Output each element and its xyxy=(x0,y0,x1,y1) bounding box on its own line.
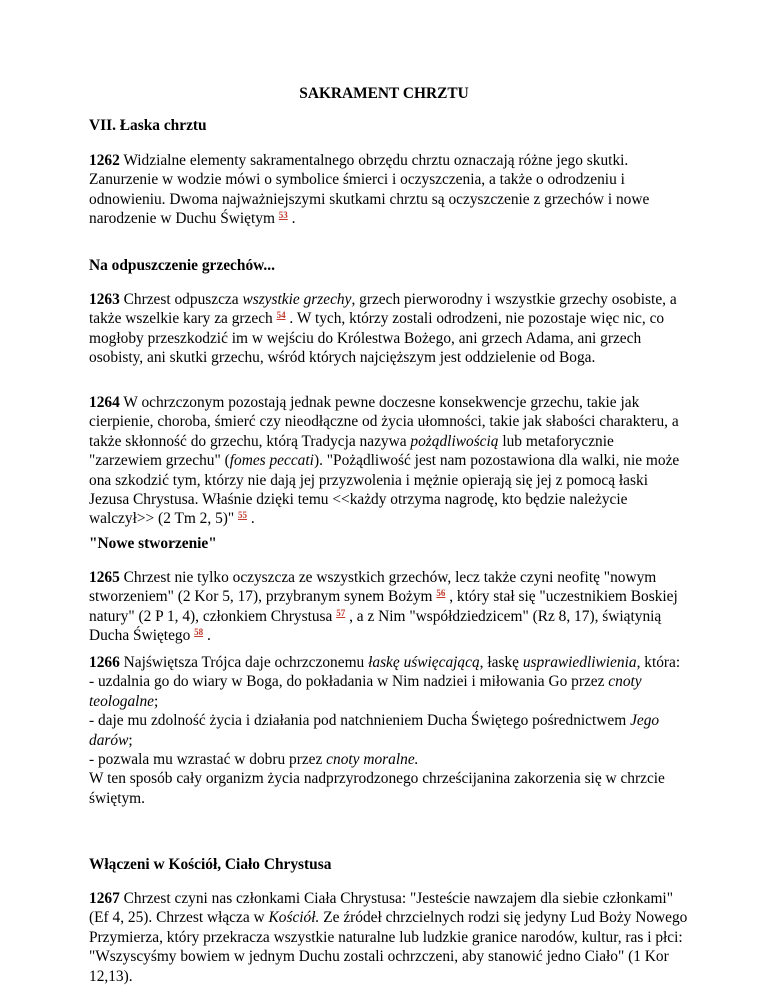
list-item-moral-virtues xyxy=(89,750,689,769)
emphasis-text: Jego darów xyxy=(89,712,660,749)
paragraph-number: 1267 xyxy=(89,890,120,907)
emphasis-text: łaskę uświęcającą xyxy=(368,654,480,671)
paragraph-1264 xyxy=(89,393,689,529)
emphasis-text: usprawiedliwienia xyxy=(522,654,637,671)
paragraph-1262 xyxy=(89,151,689,229)
paragraph-number: 1262 xyxy=(89,152,120,169)
paragraph-1265 xyxy=(89,568,689,646)
emphasis-text: pożądliwością xyxy=(410,432,499,450)
paragraph-text: Chrzest czyni nas członkami Ciała Chrystusa: "Jesteście nawzajem dla siebie członkami" (Ef 4, 25). Chrzest włącza w xyxy=(89,890,673,927)
paragraph-1266 xyxy=(89,653,689,808)
paragraph-text: , a z Nim "współdziedzicem" (Rz 8, 17), świątynią Ducha Świętego xyxy=(89,607,662,645)
paragraph-text: Widzialne elementy sakramentalnego obrzędu chrztu oznaczają różne jego skutki. Zanurzenie w wodzie mówi o symbolice śmierci i oczyszczenia, a także o odrodzeniu i odnowieniu. Dwoma najważniejszymi skutkami chrztu są oczyszczenie z grzechów i nowe narodzenie w Duchu Świętym xyxy=(89,152,650,228)
paragraph-number: 1266 xyxy=(89,654,120,671)
list-item-theological-virtues xyxy=(89,672,689,711)
paragraph-text: . xyxy=(203,627,211,645)
paragraph-text: Chrzest nie tylko oczyszcza ze wszystkich grzechów, lecz także czyni neofitę "nowym stworzeniem" (2 Kor 5, 17), przybranym synem Bożym xyxy=(89,569,657,606)
paragraph-text: lub metaforycznie "zarzewiem grzechu" ( xyxy=(89,432,614,470)
list-item-gifts xyxy=(89,711,689,750)
footnote-link-54[interactable]: 54 xyxy=(276,310,286,321)
list-item-text: ; xyxy=(128,731,133,749)
paragraph-text: , który stał się "uczestnikiem Boskiej natury" (2 P 1, 4), członkiem Chrystusa xyxy=(89,588,678,625)
paragraph-text: Ze źródeł chrzcielnych rodzi się jedyny Lud Boży Nowego Przymierza, który przekracza wszystkie naturalne lub ludzkie granice narodów, kultur, ras i płci: "Wszyscyśmy bowiem w jednym Duchu zostali ochrzczeni, aby stanowić jedno Ciało" (1 Kor 12,13). xyxy=(89,909,688,985)
footnote-link-57[interactable]: 57 xyxy=(336,607,346,618)
heading-odpuszczenie: Na odpuszczenie grzechów... xyxy=(89,257,275,274)
list-item-text: - uzdalnia go do wiary w Boga, do pokładania w Nim nadziei i miłowania Go przez xyxy=(89,673,609,691)
emphasis-text: wszystkie grzechy xyxy=(242,291,352,308)
paragraph-1266-conclusion: W ten sposób cały organizm życia nadprzyrodzonego chrześcijanina zakorzenia się w chrzcie świętym. xyxy=(89,770,665,807)
paragraph-number: 1264 xyxy=(89,394,120,411)
list-item-text: - daje mu zdolność życia i działania pod natchnieniem Ducha Świętego pośrednictwem xyxy=(89,712,631,730)
paragraph-text: , grzech pierworodny i wszystkie grzechy osobiste, a także wszelkie kary za grzech xyxy=(89,291,677,328)
paragraph-text: , łaskę xyxy=(479,654,523,671)
paragraph-1266-intro xyxy=(89,653,689,672)
emphasis-text: fomes peccati xyxy=(229,452,314,470)
paragraph-text: . W tych, którzy zostali odrodzeni, nie pozostaje więc nic, co mogłoby przeszkodzić im w wejściu do Królestwa Bożego, ani grzech Adama, ani grzech osobisty, ani skutki grzechu, wśród których najcięższym jest oddzielenie od Boga. xyxy=(89,310,665,367)
paragraph-1267 xyxy=(89,889,689,986)
paragraph-text: Chrzest odpuszcza xyxy=(119,291,243,308)
emphasis-text: cnoty teologalne xyxy=(89,673,642,710)
footnote-link-56[interactable]: 56 xyxy=(436,588,446,599)
emphasis-text: cnoty moralne. xyxy=(326,751,419,769)
paragraph-text: W ochrzczonym pozostają jednak pewne doczesne konsekwencje grzechu, takie jak cierpienie, choroba, śmierć czy nieodłączne od życia ułomności, takie jak słabości charakteru, a także skłonność do grzechu, którą Tradycja nazywa xyxy=(89,394,679,450)
footnote-link-55[interactable]: 55 xyxy=(238,510,248,521)
paragraph-text: . xyxy=(287,210,296,228)
paragraph-number: 1263 xyxy=(89,291,120,308)
footnote-link-53[interactable]: 53 xyxy=(278,210,288,221)
list-item-text: ; xyxy=(153,692,159,710)
document-title: SAKRAMENT CHRZTU xyxy=(299,85,469,102)
heading-nowe-stworzenie: "Nowe stworzenie" xyxy=(89,535,217,552)
paragraph-text: ). "Pożądliwość jest nam pozostawiona dla walki, nie może ona szkodzić tym, którzy nie dają jej przyzwolenia i mężnie opierają się jej z pomocą łaski Jezusa Chrystusa. Właśnie dzięki temu <<każdy otrzyma nagrodę, kto będzie należycie walczył>> (2 Tm 2, 5)" xyxy=(89,452,680,528)
paragraph-1263 xyxy=(89,290,689,368)
paragraph-text: , która: xyxy=(636,654,681,671)
paragraph-number: 1265 xyxy=(89,569,120,586)
list-item-text: - pozwala mu wzrastać w dobru przez xyxy=(89,751,327,769)
footnote-link-58[interactable]: 58 xyxy=(194,627,204,638)
section-heading-vii: VII. Łaska chrztu xyxy=(89,117,207,134)
emphasis-text: Kościół. xyxy=(268,909,320,927)
paragraph-text: Najświętsza Trójca daje ochrzczonemu xyxy=(119,654,369,671)
paragraph-text: . xyxy=(247,510,255,528)
heading-wlaczeni: Włączeni w Kościół, Ciało Chrystusa xyxy=(89,856,332,873)
